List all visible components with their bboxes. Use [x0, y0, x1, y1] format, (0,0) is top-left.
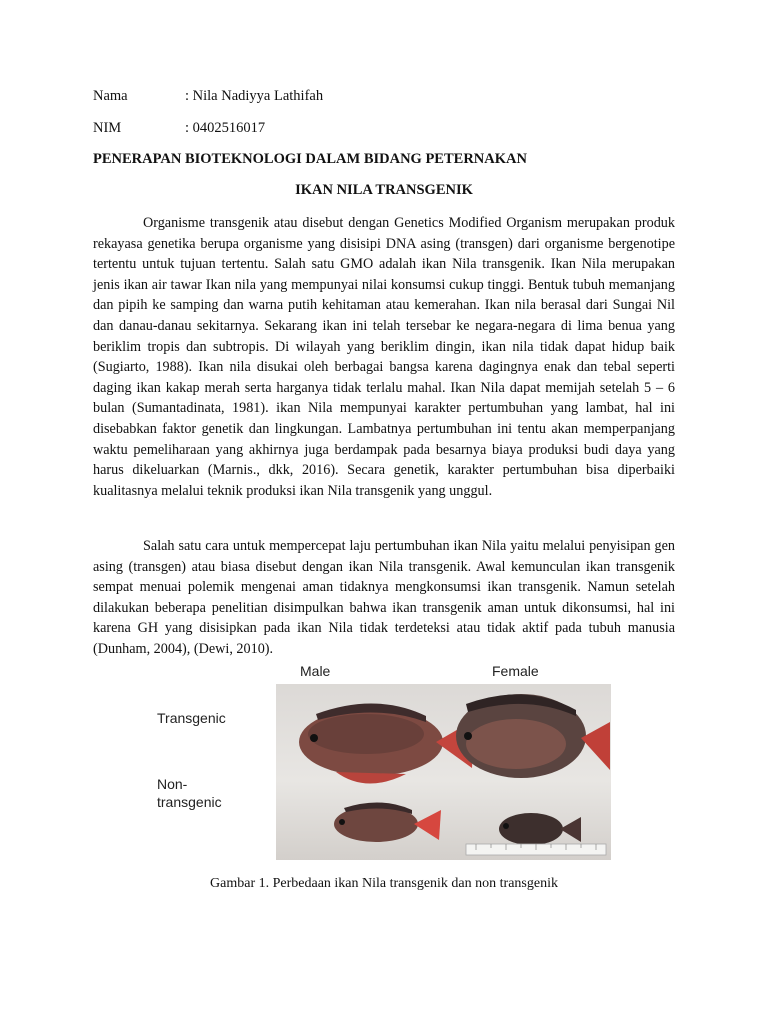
label-non-transgenic: transgenic	[157, 794, 222, 810]
label-male: Male	[300, 663, 331, 679]
nim-value: : 0402516017	[185, 120, 266, 136]
name-value: : Nila Nadiyya Lathifah	[185, 88, 324, 104]
nim-row	[93, 120, 265, 137]
paragraph-1-text: Organisme transgenik atau disebut dengan Genetics Modified Organism merupakan produk rekayasa genetika berupa organisme yang disisipi DNA asing (transgen) dari organisme bergenotipe tertentu untuk tujuan tertentu. Salah satu GMO adalah ikan Nila transgenik. Ikan Nila merupakan jenis ikan air tawar Ikan nila yang mempunyai nilai konsumsi cukup tinggi. Bentuk tubuh memanjang dan pipih ke samping dan warna putih kehitaman atau kemerahan. Ikan nila berasal dari Sungai Nil dan danau-danau sekitarnya. Sekarang ikan ini telah tersebar ke negara-negara di lima benua yang beriklim tropis dan subtropis. Di wilayah yang beriklim dingin, ikan nila tidak dapat hidup baik (Sugiarto, 1988). Ikan nila disukai oleh berbagai bangsa karena dagingnya enak dan tebal seperti daging ikan kakap merah serta harganya tidak terlalu mahal. Ikan Nila dapat memijah setelah 5 – 6 bulan (Sumantadinata, 1981). ikan Nila mempunyai karakter pertumbuhan yang lambat, hal ini disebabkan faktor genetik dan lingkungan. Lambatnya pertumbuhan ini tentu akan memperpanjang waktu pemeliharaan yang akhirnya juga berdampak pada besarnya biaya produksi budi daya yang harus dikeluarkan (Marnis., dkk, 2016). Secara genetik, karakter pertumbuhan bisa diperbaiki kualitasnya melalui teknik produksi ikan Nila transgenik yang unggul.	[93, 215, 675, 499]
fish-photo	[276, 684, 611, 860]
paragraph-2	[93, 536, 675, 660]
label-transgenic: Transgenic	[157, 710, 226, 726]
figure-caption: Gambar 1. Perbedaan ikan Nila transgenik dan non transgenik	[210, 876, 558, 891]
label-female: Female	[492, 663, 539, 679]
non-transgenic-male-fish	[334, 802, 441, 842]
document-title: PENERAPAN BIOTEKNOLOGI DALAM BIDANG PETERNAKAN	[93, 151, 527, 167]
nim-label: NIM	[93, 120, 122, 136]
paragraph-1	[93, 213, 675, 501]
paragraph-2-text: Salah satu cara untuk mempercepat laju pertumbuhan ikan Nila yaitu melalui penyisipan gen asing (transgen) atau biasa disebut dengan ikan Nila transgenik. Awal kemunculan ikan transgenik sempat menuai polemik mengenai aman tidaknya mengkonsumsi ikan transgenik. Namun setelah dilakukan beberapa penelitian disimpulkan bahwa ikan transgenik aman untuk dikonsumsi, hal ini karena GH yang disisipkan pada ikan Nila tidak terdeteksi atau tidak aktif pada tubuh manusia (Dunham, 2004), (Dewi, 2010).	[93, 538, 675, 657]
document-subtitle: IKAN NILA TRANSGENIK	[295, 182, 473, 198]
name-row	[93, 88, 323, 105]
fish-illustration	[276, 684, 611, 860]
name-label: Nama	[93, 88, 128, 104]
label-non: Non-	[157, 776, 188, 792]
fish-figure	[148, 662, 611, 862]
transgenic-male-fish	[299, 703, 474, 783]
transgenic-female-fish	[456, 694, 610, 778]
non-transgenic-female-fish	[499, 813, 581, 845]
ruler	[466, 844, 606, 855]
